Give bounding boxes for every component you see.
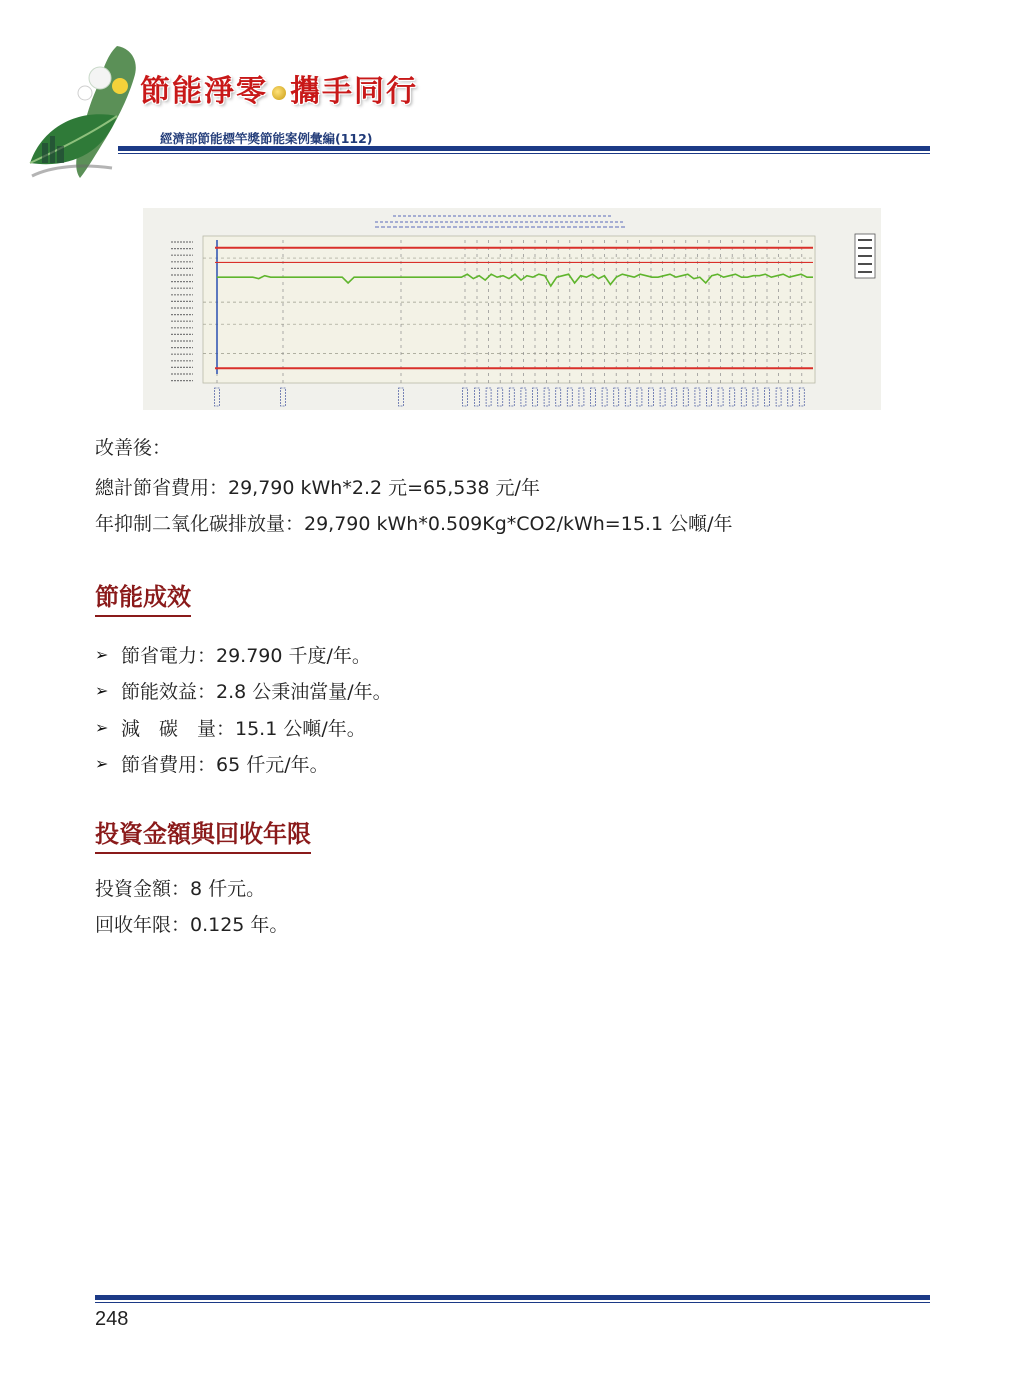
x-tick-label bbox=[776, 388, 781, 406]
effect-list bbox=[95, 636, 392, 782]
header-title bbox=[140, 66, 418, 110]
chart-legend bbox=[855, 234, 881, 278]
x-tick-label bbox=[649, 388, 654, 406]
improvement-heading: 改善後： bbox=[95, 437, 172, 459]
list-item bbox=[95, 709, 392, 746]
page-number: 248 bbox=[95, 1308, 129, 1330]
x-tick-label bbox=[556, 388, 561, 406]
gold-dot-icon bbox=[272, 86, 286, 100]
footer-divider bbox=[95, 1295, 930, 1300]
investment-heading: 投資金額與回收年限 bbox=[95, 814, 311, 854]
x-tick-label bbox=[765, 388, 770, 406]
x-tick-label bbox=[579, 388, 584, 406]
x-tick-label bbox=[399, 388, 404, 406]
header-subtitle: 經濟部節能標竿獎節能案例彙編(112) bbox=[160, 131, 373, 146]
list-item bbox=[95, 636, 392, 673]
x-tick-label bbox=[625, 388, 630, 406]
header-divider-thin bbox=[118, 153, 930, 154]
footer-divider-thin bbox=[95, 1302, 930, 1303]
total-saving-line: 總計節省費用：29,790 kWh*2.2 元=65,538 元/年 bbox=[95, 477, 540, 499]
effect-item-benefit: 節能效益：2.8 公秉油當量/年。 bbox=[121, 681, 392, 704]
header-divider bbox=[118, 146, 930, 151]
x-tick-label bbox=[730, 388, 735, 406]
x-tick-label bbox=[683, 388, 688, 406]
x-tick-label bbox=[788, 388, 793, 406]
list-item bbox=[95, 746, 392, 783]
taiwan-leaf-logo-icon bbox=[22, 38, 172, 188]
chart-header-text bbox=[375, 216, 625, 227]
trend-chart bbox=[143, 208, 881, 410]
effect-item-power: 節省電力：29.790 千度/年。 bbox=[121, 644, 371, 667]
x-tick-label bbox=[486, 388, 491, 406]
x-tick-label bbox=[567, 388, 572, 406]
x-tick-label bbox=[672, 388, 677, 406]
x-tick-label bbox=[660, 388, 665, 406]
header-title-left: 節能淨零 bbox=[140, 74, 268, 109]
effect-heading: 節能成效 bbox=[95, 577, 191, 617]
arrow-right-icon: ➢ bbox=[95, 681, 109, 701]
co2-reduction-line: 年抑制二氧化碳排放量：29,790 kWh*0.509Kg*CO2/kWh=15.1 公噸/年 bbox=[95, 513, 733, 535]
x-tick-label bbox=[637, 388, 642, 406]
payback-line: 回收年限：0.125 年。 bbox=[95, 914, 289, 936]
list-item bbox=[95, 673, 392, 710]
x-tick-label bbox=[544, 388, 549, 406]
x-tick-label bbox=[614, 388, 619, 406]
trend-chart-svg bbox=[143, 208, 881, 410]
x-tick-label bbox=[463, 388, 468, 406]
x-tick-label bbox=[521, 388, 526, 406]
x-tick-label bbox=[707, 388, 712, 406]
investment-amount-line: 投資金額：8 仟元。 bbox=[95, 878, 266, 900]
x-tick-label bbox=[281, 388, 286, 406]
x-tick-label bbox=[695, 388, 700, 406]
x-tick-label bbox=[475, 388, 480, 406]
x-tick-label bbox=[498, 388, 503, 406]
x-tick-label bbox=[602, 388, 607, 406]
effect-item-carbon: 減 碳 量：15.1 公噸/年。 bbox=[121, 717, 366, 740]
arrow-right-icon: ➢ bbox=[95, 644, 109, 664]
arrow-right-icon: ➢ bbox=[95, 717, 109, 737]
x-tick-label bbox=[533, 388, 538, 406]
x-tick-label bbox=[509, 388, 514, 406]
x-tick-label bbox=[215, 388, 220, 406]
x-tick-label bbox=[799, 388, 804, 406]
header-title-right: 攜手同行 bbox=[290, 74, 418, 109]
x-tick-label bbox=[741, 388, 746, 406]
effect-item-cost: 節省費用：65 仟元/年。 bbox=[121, 754, 329, 777]
x-tick-label bbox=[753, 388, 758, 406]
x-tick-label bbox=[591, 388, 596, 406]
arrow-right-icon: ➢ bbox=[95, 754, 109, 774]
x-tick-label bbox=[718, 388, 723, 406]
